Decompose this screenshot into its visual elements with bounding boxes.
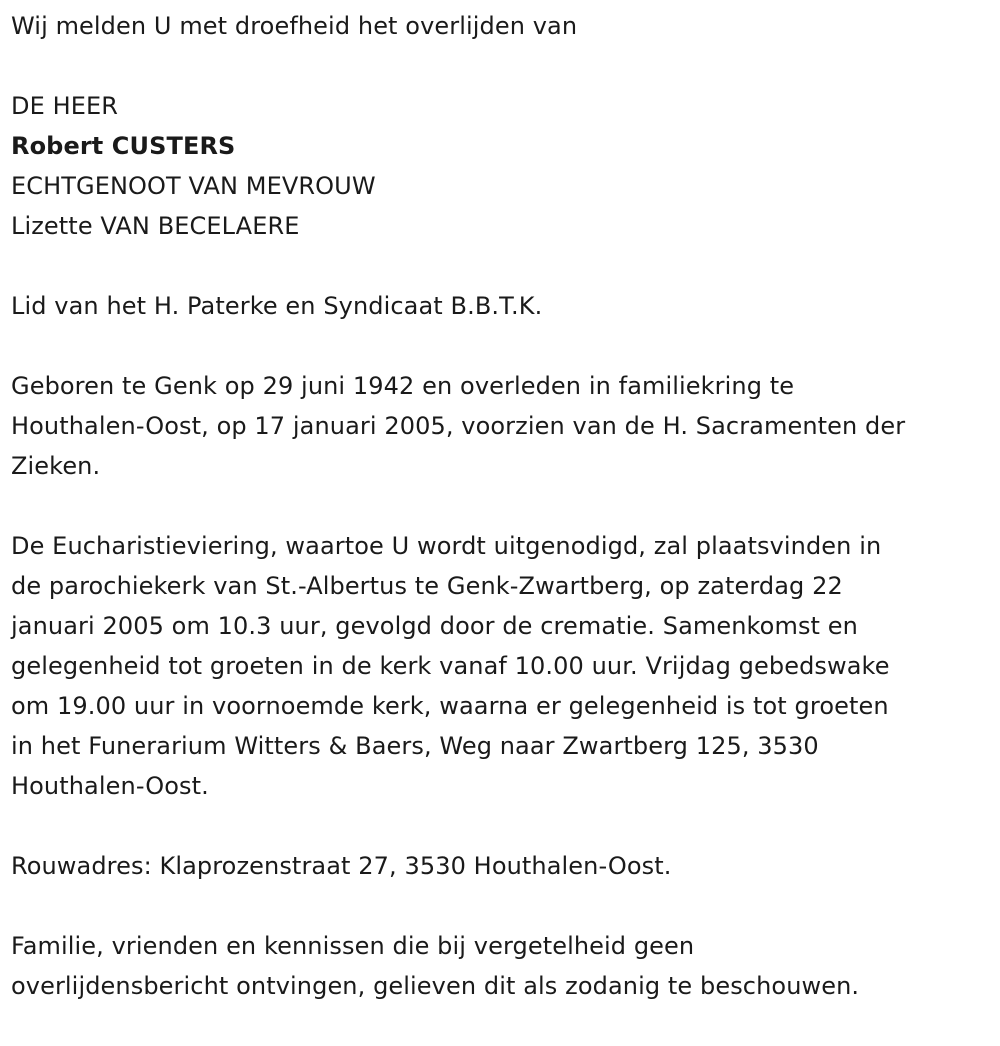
spacer xyxy=(11,486,991,526)
paragraph-line: overlijdensbericht ontvingen, gelieven dit als zodanig te beschouwen. xyxy=(11,972,860,1000)
spouse-name: Lizette VAN BECELAERE xyxy=(11,212,300,240)
ceremony-paragraph xyxy=(11,526,991,806)
paragraph-line: Houthalen-Oost. xyxy=(11,772,209,800)
spacer xyxy=(11,886,991,926)
spacer xyxy=(11,326,991,366)
membership-text: Lid van het H. Paterke en Syndicaat B.B.T.K. xyxy=(11,292,543,320)
intro-text: Wij melden U met droefheid het overlijden van xyxy=(11,12,578,40)
spacer xyxy=(11,46,991,86)
birth-death-paragraph xyxy=(11,366,991,486)
paragraph-line: Familie, vrienden en kennissen die bij vergetelheid geen xyxy=(11,932,695,960)
spouse-label: ECHTGENOOT VAN MEVROUW xyxy=(11,172,376,200)
spacer xyxy=(11,806,991,846)
closing-paragraph xyxy=(11,926,991,1006)
mourning-address: Rouwadres: Klaprozenstraat 27, 3530 Houthalen-Oost. xyxy=(11,852,672,880)
spacer xyxy=(11,246,991,286)
paragraph-line: Houthalen-Oost, op 17 januari 2005, voorzien van de H. Sacramenten der xyxy=(11,412,906,440)
paragraph-line: januari 2005 om 10.3 uur, gevolgd door de crematie. Samenkomst en xyxy=(11,612,858,640)
title-prefix: DE HEER xyxy=(11,92,119,120)
paragraph-line: gelegenheid tot groeten in de kerk vanaf 10.00 uur. Vrijdag gebedswake xyxy=(11,652,890,680)
paragraph-line: Zieken. xyxy=(11,452,101,480)
paragraph-line: De Eucharistieviering, waartoe U wordt uitgenodigd, zal plaatsvinden in xyxy=(11,532,882,560)
paragraph-line: in het Funerarium Witters & Baers, Weg naar Zwartberg 125, 3530 xyxy=(11,732,819,760)
deceased-name: Robert CUSTERS xyxy=(11,132,236,160)
paragraph-line: de parochiekerk van St.-Albertus te Genk-Zwartberg, op zaterdag 22 xyxy=(11,572,843,600)
paragraph-line: om 19.00 uur in voornoemde kerk, waarna er gelegenheid is tot groeten xyxy=(11,692,889,720)
obituary-notice xyxy=(11,6,991,1006)
paragraph-line: Geboren te Genk op 29 juni 1942 en overleden in familiekring te xyxy=(11,372,795,400)
